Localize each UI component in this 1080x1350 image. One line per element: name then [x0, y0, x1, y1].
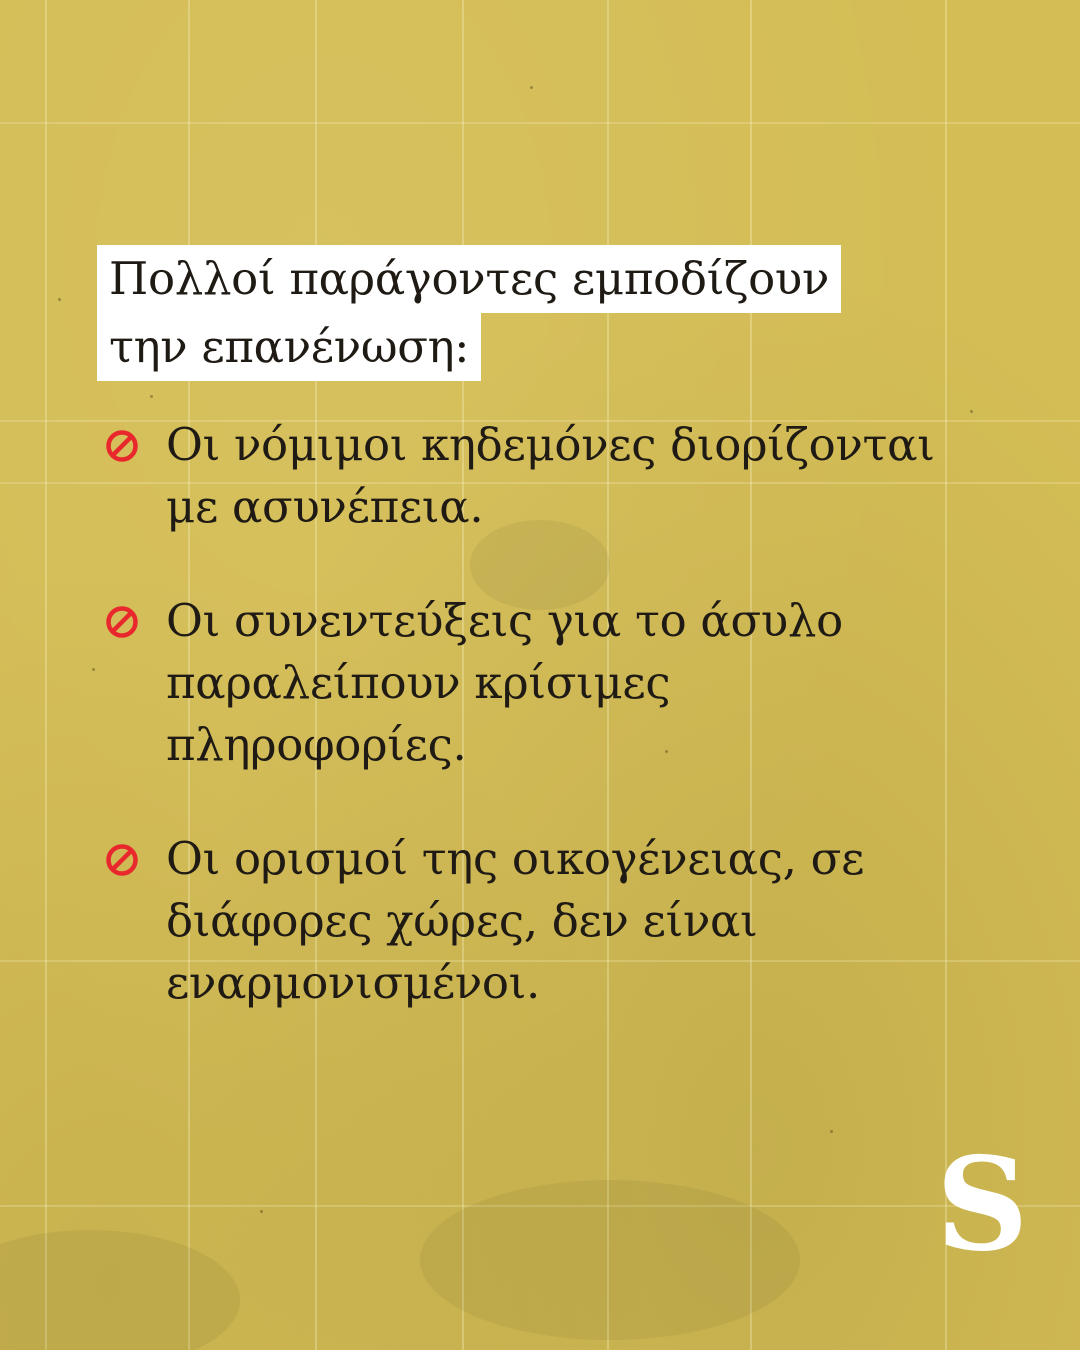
- slide-heading: [97, 245, 897, 381]
- list-item: [104, 590, 1004, 776]
- paper-stain: [0, 1230, 240, 1350]
- paper-stain: [420, 1180, 800, 1340]
- paper-fold-line: [0, 122, 1080, 124]
- paper-speck: [58, 298, 61, 301]
- paper-speck: [92, 668, 95, 671]
- factor-text: Οι νόμιμοι κηδεμόνες διορίζονται με ασυνέπεια.: [166, 418, 935, 533]
- paper-speck: [260, 1210, 263, 1213]
- list-item: [104, 828, 1004, 1014]
- paper-speck: [830, 1130, 833, 1133]
- list-item: [104, 414, 1004, 538]
- factor-list: [104, 414, 1004, 1066]
- paper-speck: [150, 395, 153, 398]
- paper-fold-line: [45, 0, 47, 1350]
- no-entry-icon: [104, 842, 140, 878]
- no-entry-icon: [104, 604, 140, 640]
- paper-speck: [970, 410, 973, 413]
- factor-text: Οι συνεντεύξεις για το άσυλο παραλείπουν κρίσιμες πληροφορίες.: [166, 594, 843, 771]
- heading-line-2: την επανένωση:: [97, 313, 481, 381]
- no-entry-icon: [104, 428, 140, 464]
- heading-line-1: Πολλοί παράγοντες εμποδίζουν: [97, 245, 841, 313]
- brand-logo: S: [936, 1130, 1029, 1280]
- factor-text: Οι ορισμοί της οικογένειας, σε διάφορες χώρες, δεν είναι εναρμονισμένοι.: [166, 832, 865, 1009]
- paper-speck: [530, 86, 533, 89]
